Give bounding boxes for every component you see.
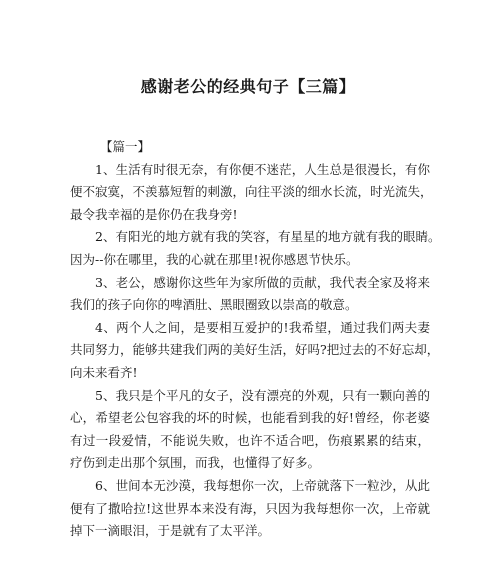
paragraph-line: 向未来看齐!: [70, 364, 138, 380]
paragraph-line: 5、我只是个平凡的女子，没有漂亮的外观，只有一颗向善的: [95, 387, 430, 403]
paragraph-6: [70, 475, 430, 543]
paragraph-line: 因为--你在哪里，我的心就在那里!祝你感恩节快乐。: [70, 251, 359, 267]
paragraph-line: 便不寂寞，不羡慕短暂的刺激，向往平淡的细水长流，时光流失，: [70, 184, 433, 200]
section-heading: 【篇一】: [100, 139, 151, 154]
paragraph-line: 有过一段爱情，不能说失败，也许不适合吧，伤痕累累的结束，: [70, 432, 430, 448]
paragraph-2: [70, 226, 441, 271]
paragraph-line: 3、老公，感谢你这些年为家所做的贡献，我代表全家及将来: [95, 274, 430, 290]
paragraph-line: 心，希望老公包容我的坏的时候，也能看到我的好!曾经，你老婆: [70, 410, 430, 426]
paragraph-1: [70, 159, 433, 227]
paragraph-3: [70, 272, 430, 317]
paragraph-line: 1、生活有时很无奈，有你便不迷茫，人生总是很漫长，有你: [95, 161, 430, 177]
paragraph-line: 掉下一滴眼泪，于是就有了太平洋。: [70, 523, 271, 539]
paragraph-line: 共同努力，能够共建我们两的美好生活，好吗?把过去的不好忘却，: [70, 342, 440, 358]
paragraph-line: 疗伤到走出那个氛围，而我，也懂得了好多。: [70, 455, 321, 471]
document-body: [70, 136, 441, 543]
paragraph-line: 我们的孩子向你的啤酒肚、黑眼圈致以崇高的敬意。: [70, 297, 358, 313]
paragraph-line: 2、有阳光的地方就有我的笑容，有星星的地方就有我的眼睛。: [95, 229, 441, 245]
paragraph-line: 最令我幸福的是你仍在我身旁!: [70, 206, 238, 222]
paragraph-line: 6、世间本无沙漠，我每想你一次，上帝就落下一粒沙，从此: [95, 477, 430, 493]
paragraph-4: [70, 317, 440, 385]
paragraph-line: 便有了撒哈拉!这世界本来没有海，只因为我每想你一次，上帝就: [70, 500, 430, 516]
paragraph-5: [70, 385, 430, 475]
paragraph-line: 4、两个人之间，是要相互爱护的!我希望，通过我们两夫妻: [95, 319, 430, 335]
document-title: 感谢老公的经典句子【三篇】: [140, 77, 356, 96]
